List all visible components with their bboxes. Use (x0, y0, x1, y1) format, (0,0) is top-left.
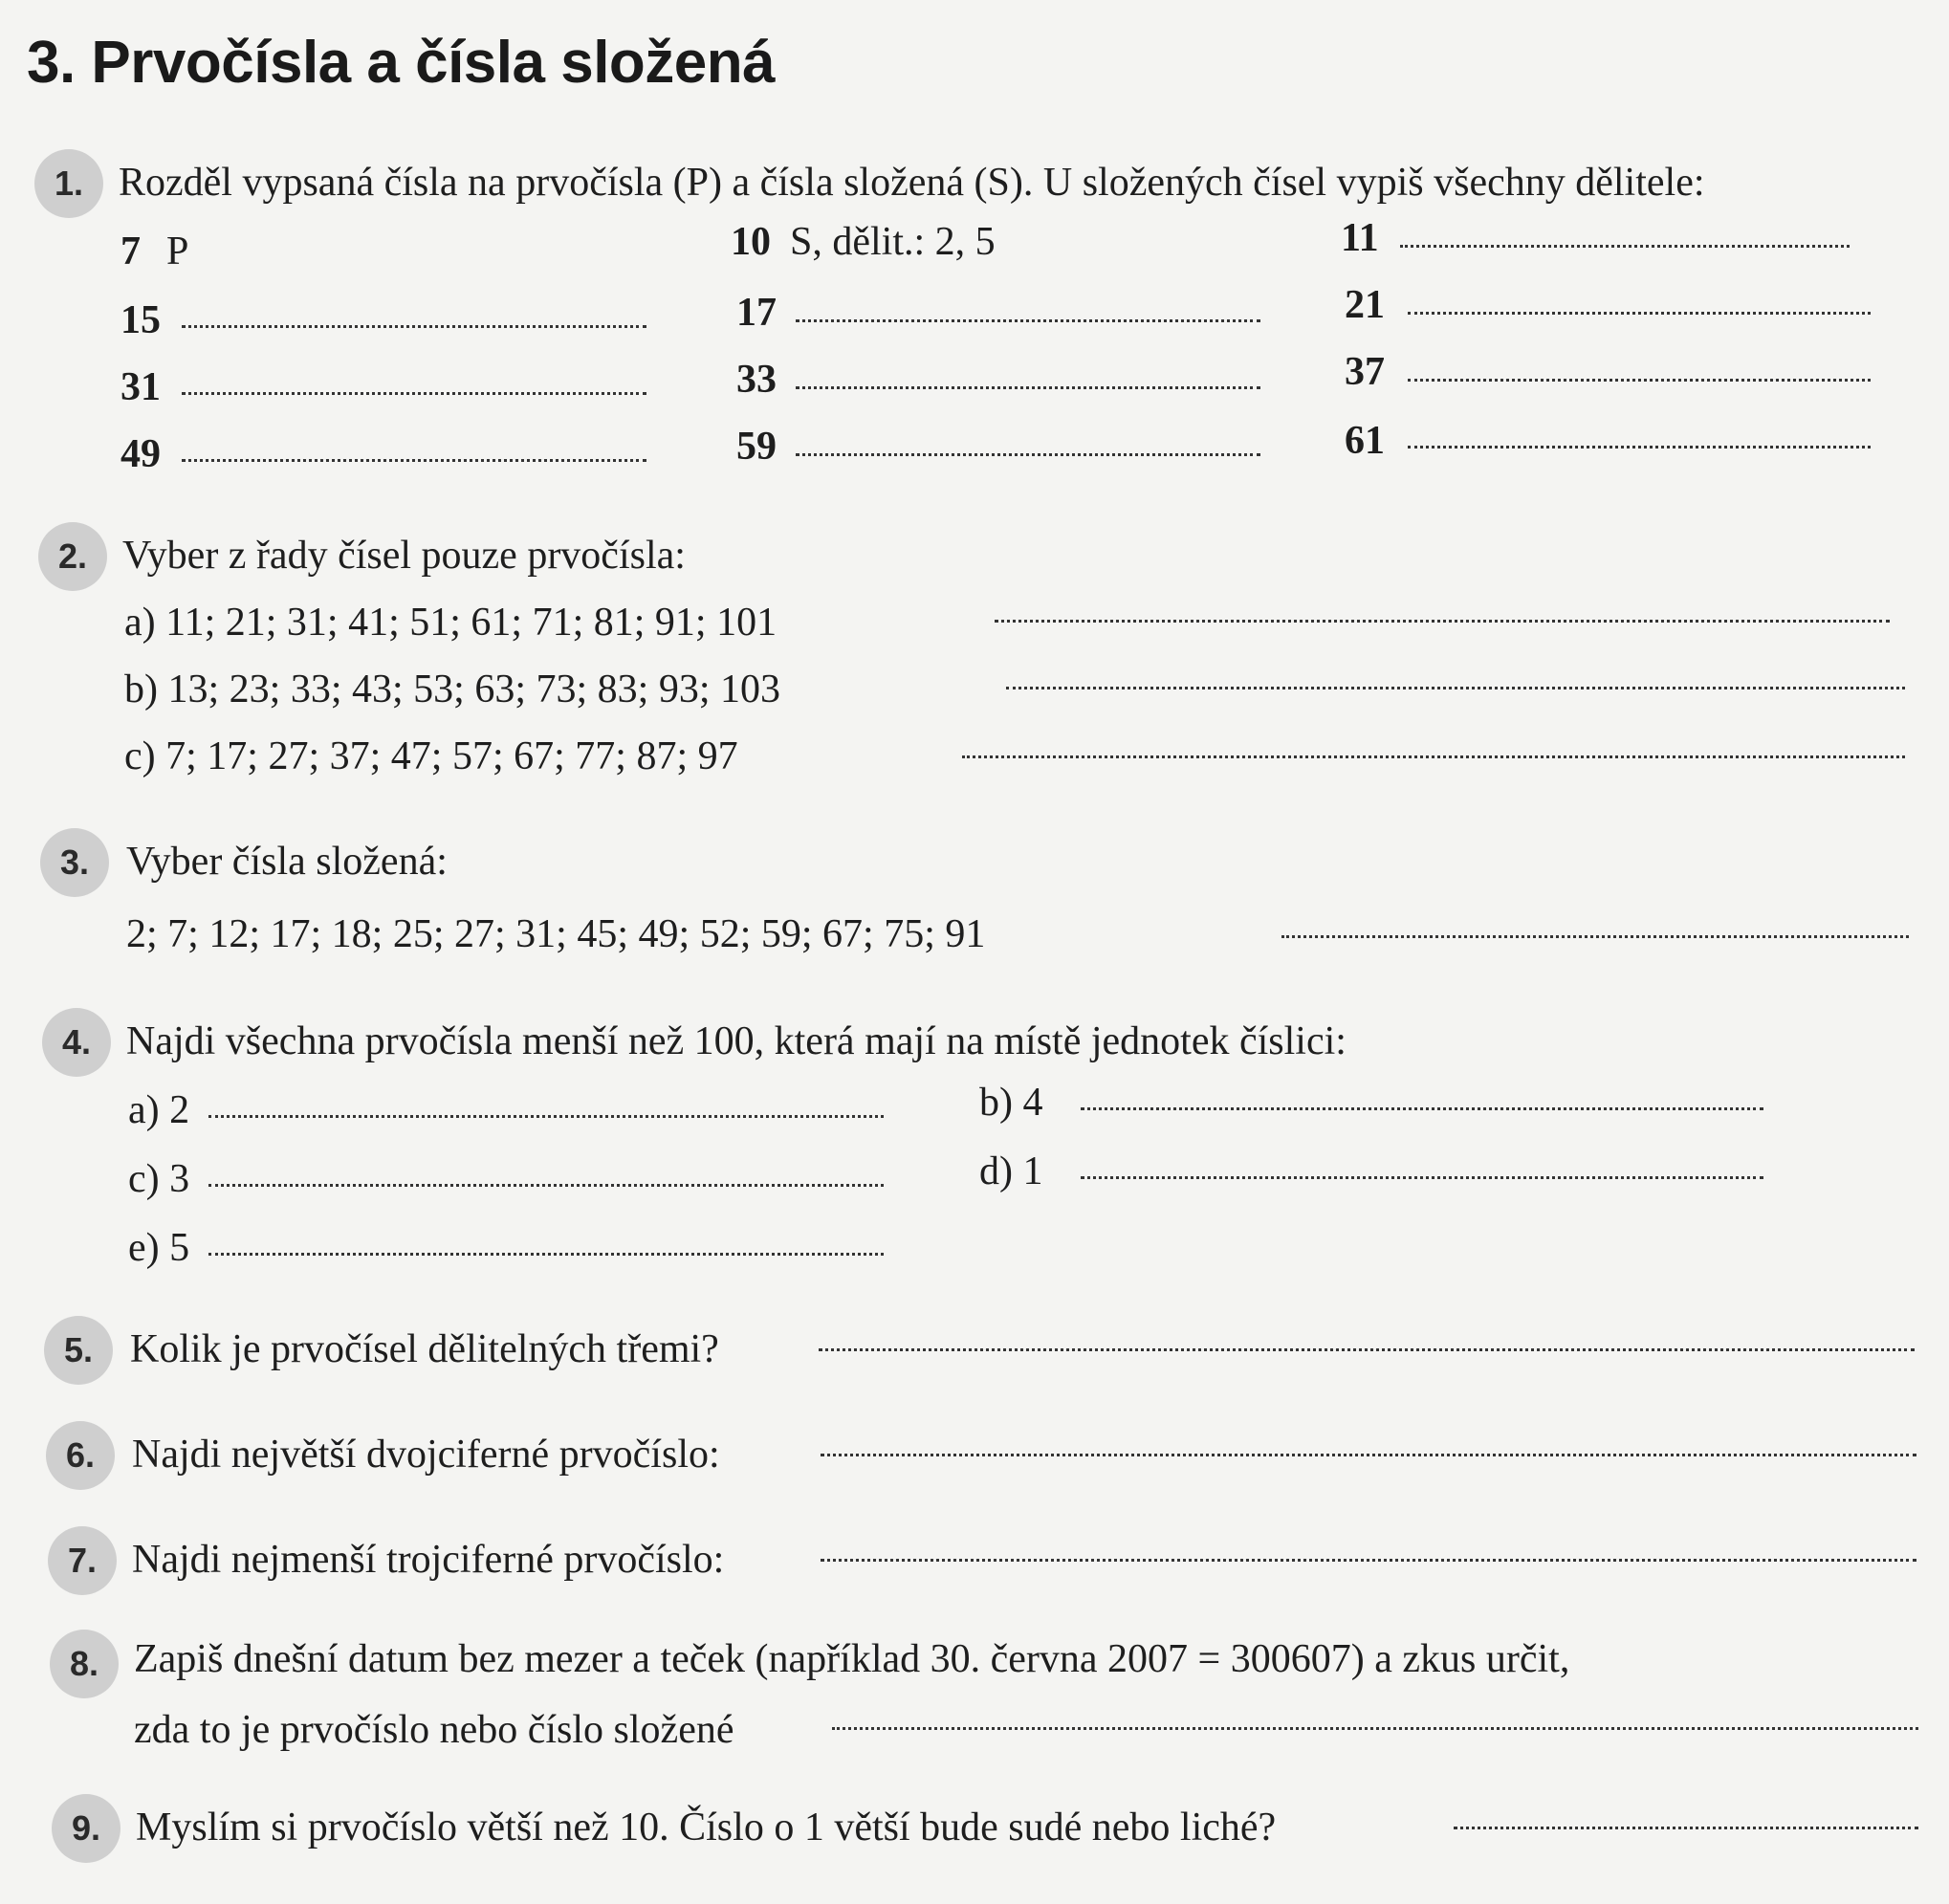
task-1-number: 21 (1345, 283, 1385, 327)
task-1-answer-line[interactable] (1408, 379, 1871, 382)
task-2-row-a: a) 11; 21; 31; 41; 51; 61; 71; 81; 91; 101 (124, 601, 777, 645)
task-6-badge: 6. (46, 1421, 115, 1490)
task-1-answer-line[interactable] (796, 453, 1260, 456)
task-1-answer-line[interactable] (1400, 245, 1850, 248)
task-1-badge: 1. (34, 149, 103, 218)
task-9-badge: 9. (52, 1794, 120, 1863)
task-7-badge: 7. (48, 1526, 117, 1595)
task-4-answer-line[interactable] (1081, 1176, 1763, 1179)
task-1-answer-line[interactable] (796, 319, 1260, 322)
task-1-answer: P (166, 230, 189, 274)
task-6-answer-line[interactable] (821, 1454, 1916, 1456)
task-4-item-b: b) 4 (979, 1081, 1043, 1125)
task-2-badge: 2. (38, 522, 107, 591)
task-2-instruction: Vyber z řady čísel pouze prvočísla: (122, 534, 686, 578)
task-1-number: 49 (120, 432, 161, 476)
task-1-answer-line[interactable] (1408, 446, 1871, 449)
task-3-instruction: Vyber čísla složená: (126, 840, 448, 884)
task-4-instruction: Najdi všechna prvočísla menší než 100, která mají na místě jednotek číslici: (126, 1019, 1347, 1063)
task-1-number: 7 (120, 230, 141, 274)
task-1-number: 33 (736, 358, 777, 402)
task-7-answer-line[interactable] (821, 1559, 1916, 1562)
task-1-number: 61 (1345, 419, 1385, 463)
task-2-row-b: b) 13; 23; 33; 43; 53; 63; 73; 83; 93; 103 (124, 667, 781, 711)
task-3-row: 2; 7; 12; 17; 18; 25; 27; 31; 45; 49; 52; 59; 67; 75; 91 (126, 912, 986, 956)
task-1-number: 15 (120, 298, 161, 342)
task-5-text: Kolik je prvočísel dělitelných třemi? (130, 1327, 719, 1371)
task-1-number: 10 (731, 220, 771, 264)
page-title: 3. Prvočísla a čísla složená (27, 30, 776, 96)
task-5-badge: 5. (44, 1316, 113, 1385)
task-6-text: Najdi největší dvojciferné prvočíslo: (132, 1433, 720, 1477)
task-8-line-2: zda to je prvočíslo nebo číslo složené (134, 1708, 734, 1752)
task-1-answer-line[interactable] (1408, 312, 1871, 315)
task-9-text: Myslím si prvočíslo větší než 10. Číslo o 1 větší bude sudé nebo liché? (136, 1806, 1277, 1849)
task-5-answer-line[interactable] (819, 1348, 1915, 1351)
task-4-item-d: d) 1 (979, 1149, 1043, 1193)
task-1-number: 59 (736, 425, 777, 469)
task-8-answer-line[interactable] (832, 1727, 1918, 1730)
task-1-answer-line[interactable] (182, 459, 646, 462)
task-1-answer-line[interactable] (182, 392, 646, 395)
task-4-answer-line[interactable] (208, 1115, 884, 1118)
task-3-answer-line[interactable] (1281, 935, 1909, 938)
task-4-answer-line[interactable] (208, 1253, 884, 1256)
task-9-answer-line[interactable] (1454, 1827, 1918, 1829)
task-1-number: 31 (120, 365, 161, 409)
task-1-answer-line[interactable] (182, 325, 646, 328)
task-1-instruction: Rozděl vypsaná čísla na prvočísla (P) a čísla složená (S). U složených čísel vypiš všechny dělitele: (119, 161, 1705, 205)
task-2-answer-line[interactable] (1006, 687, 1905, 689)
task-4-item-e: e) 5 (128, 1226, 190, 1270)
task-4-answer-line[interactable] (208, 1184, 884, 1187)
task-1-number: 11 (1341, 216, 1379, 260)
task-8-line-1: Zapiš dnešní datum bez mezer a teček (například 30. června 2007 = 300607) a zkus určit, (134, 1637, 1570, 1681)
task-4-item-a: a) 2 (128, 1088, 190, 1132)
task-2-answer-line[interactable] (962, 755, 1905, 758)
task-4-answer-line[interactable] (1081, 1107, 1763, 1110)
task-4-item-c: c) 3 (128, 1157, 190, 1201)
task-8-badge: 8. (50, 1630, 119, 1698)
task-1-answer-line[interactable] (796, 386, 1260, 389)
task-4-badge: 4. (42, 1008, 111, 1077)
task-1-answer: S, dělit.: 2, 5 (790, 220, 996, 264)
task-7-text: Najdi nejmenší trojciferné prvočíslo: (132, 1538, 725, 1582)
task-2-row-c: c) 7; 17; 27; 37; 47; 57; 67; 77; 87; 97 (124, 734, 738, 778)
task-2-answer-line[interactable] (995, 620, 1890, 623)
task-1-number: 17 (736, 291, 777, 335)
task-1-number: 37 (1345, 350, 1385, 394)
task-3-badge: 3. (40, 828, 109, 897)
